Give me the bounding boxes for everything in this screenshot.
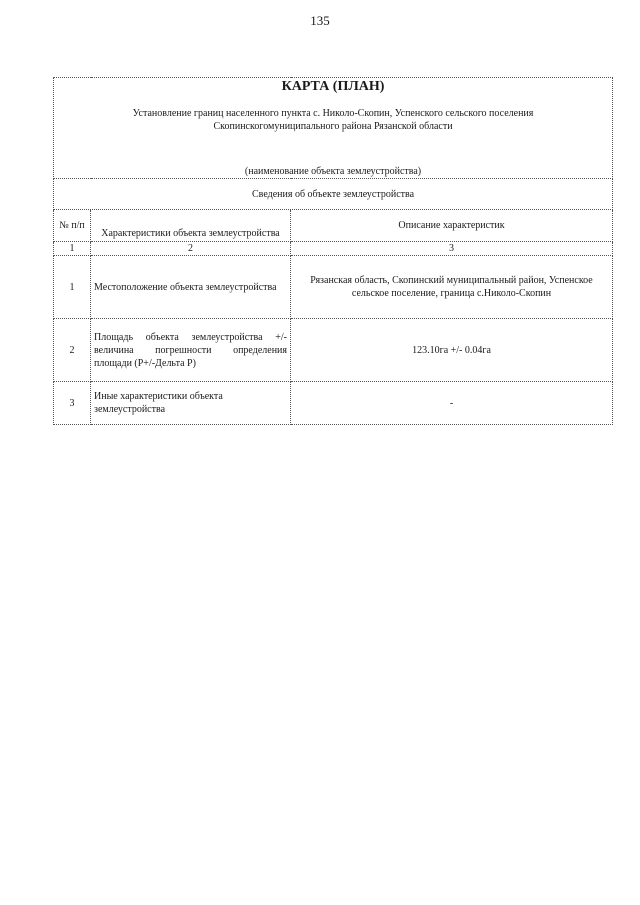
row-characteristic: Местоположение объекта землеустройства — [91, 256, 291, 319]
column-header-no: № п/п — [54, 210, 91, 242]
row-number: 2 — [54, 319, 91, 382]
page-number: 135 — [310, 13, 330, 28]
map-title: КАРТА (ПЛАН) — [281, 79, 385, 94]
row-characteristic: Иные характеристики объекта землеустройства — [91, 382, 291, 425]
section-title-row — [54, 179, 613, 210]
table-row — [54, 256, 613, 319]
column-header-description: Описание характеристик — [291, 210, 613, 242]
section-title: Сведения об объекте землеустройства — [54, 179, 613, 210]
row-number: 1 — [54, 256, 91, 319]
row-number: 3 — [54, 382, 91, 425]
column-header-row — [54, 210, 613, 242]
object-name-caption: (наименование объекта землеустройства) — [244, 166, 422, 177]
header-cell — [54, 78, 613, 179]
table-row — [54, 382, 613, 425]
object-description-line-1: Установление границ населенного пункта с. Николо-Скопин, Успенского сельского поселения — [132, 108, 534, 119]
column-number: 1 — [54, 242, 91, 256]
table-row — [54, 319, 613, 382]
row-value: 123.10га +/- 0.04га — [291, 319, 613, 382]
row-value: - — [291, 382, 613, 425]
land-object-table — [53, 77, 613, 425]
row-value: Рязанская область, Скопинский муниципальный район, Успенское сельское поселение, граница с.Николо-Скопин — [291, 256, 613, 319]
object-description — [57, 107, 609, 133]
header-row — [54, 78, 613, 179]
object-description-line-2: Скопинскогомуниципального района Рязанской области — [213, 121, 453, 132]
row-characteristic: Площадь объекта землеустройства +/- величина погрешности определения площади (Р+/-Дельта Р) — [91, 319, 291, 382]
column-header-characteristic: Характеристики объекта землеустройства — [91, 210, 291, 242]
column-number-row — [54, 242, 613, 256]
column-number: 3 — [291, 242, 613, 256]
column-number: 2 — [91, 242, 291, 256]
